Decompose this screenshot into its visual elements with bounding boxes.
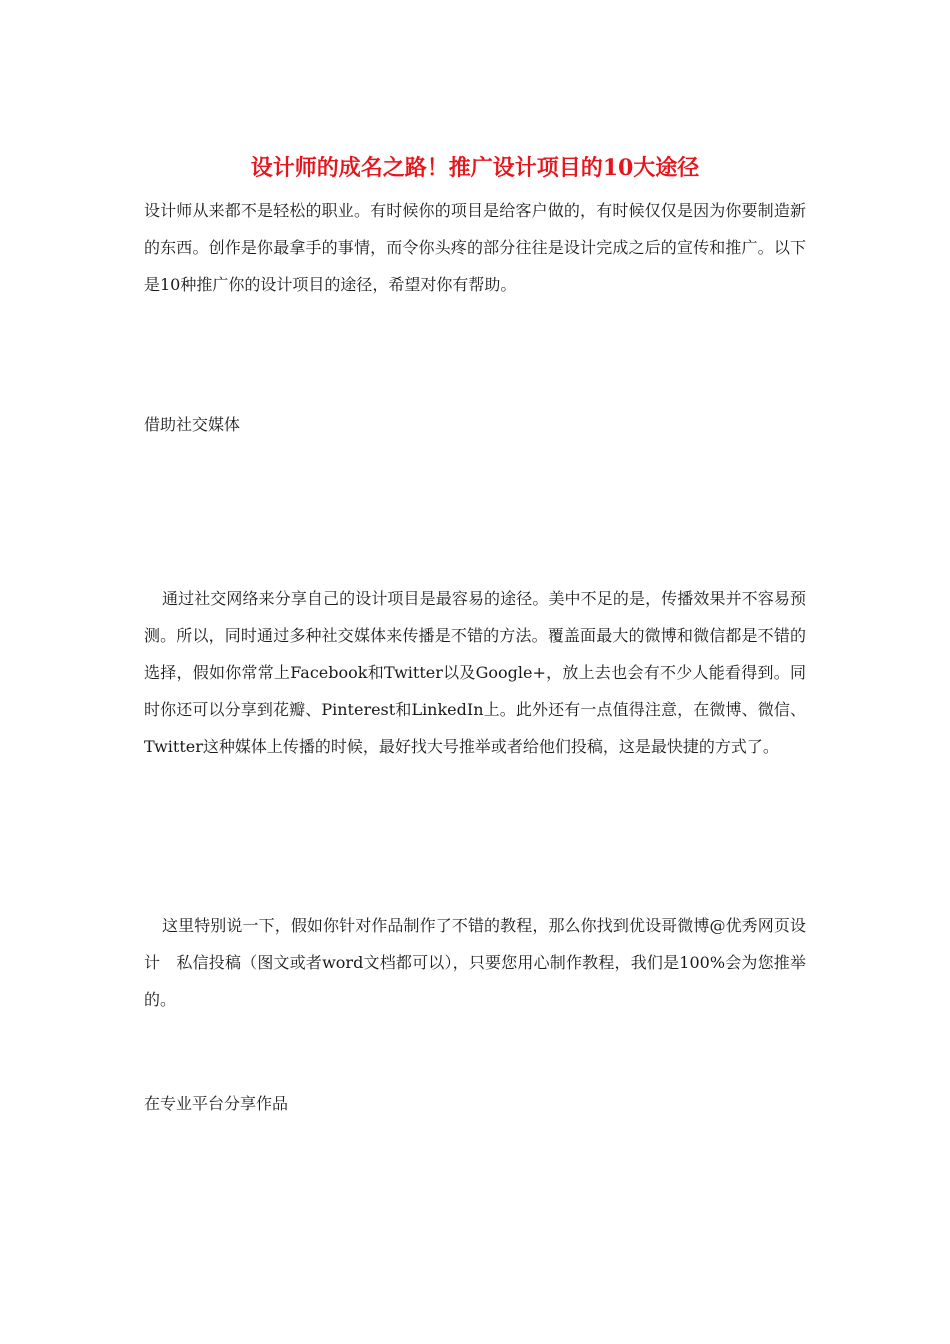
section-heading-professional-platforms: 在专业平台分享作品 [144,1094,289,1113]
intro-paragraph: 设计师从来都不是轻松的职业。有时候你的项目是给客户做的，有时候仅仅是因为你要制造新的东西。创作是你最拿手的事情，而令你头疼的部分往往是设计完成之后的宣传和推广。以下是10种推广你的设计项目的途径，希望对你有帮助。 [144,201,806,294]
submission-note-paragraph: 这里特别说一下，假如你针对作品制作了不错的教程，那么你找到优设哥微博@优秀网页设计 私信投稿（图文或者word文档都可以），只要您用心制作教程，我们是100%会为您推举的。 [144,916,806,1009]
section-heading-social-media: 借助社交媒体 [144,415,241,434]
document-title: 设计师的成名之路！推广设计项目的10大途径 [250,155,700,181]
social-media-paragraph: 通过社交网络来分享自己的设计项目是最容易的途径。美中不足的是，传播效果并不容易预测。所以，同时通过多种社交媒体来传播是不错的方法。覆盖面最大的微博和微信都是不错的选择，假如你常常上Facebook和Twitter以及Google+，放上去也会有不少人能看得到。同时你还可以分享到花瓣、Pinterest和LinkedIn上。此外还有一点值得注意，在微博、微信、Twitter这种媒体上传播的时候，最好找大号推举或者给他们投稿，这是最快捷的方式了。 [144,589,806,756]
